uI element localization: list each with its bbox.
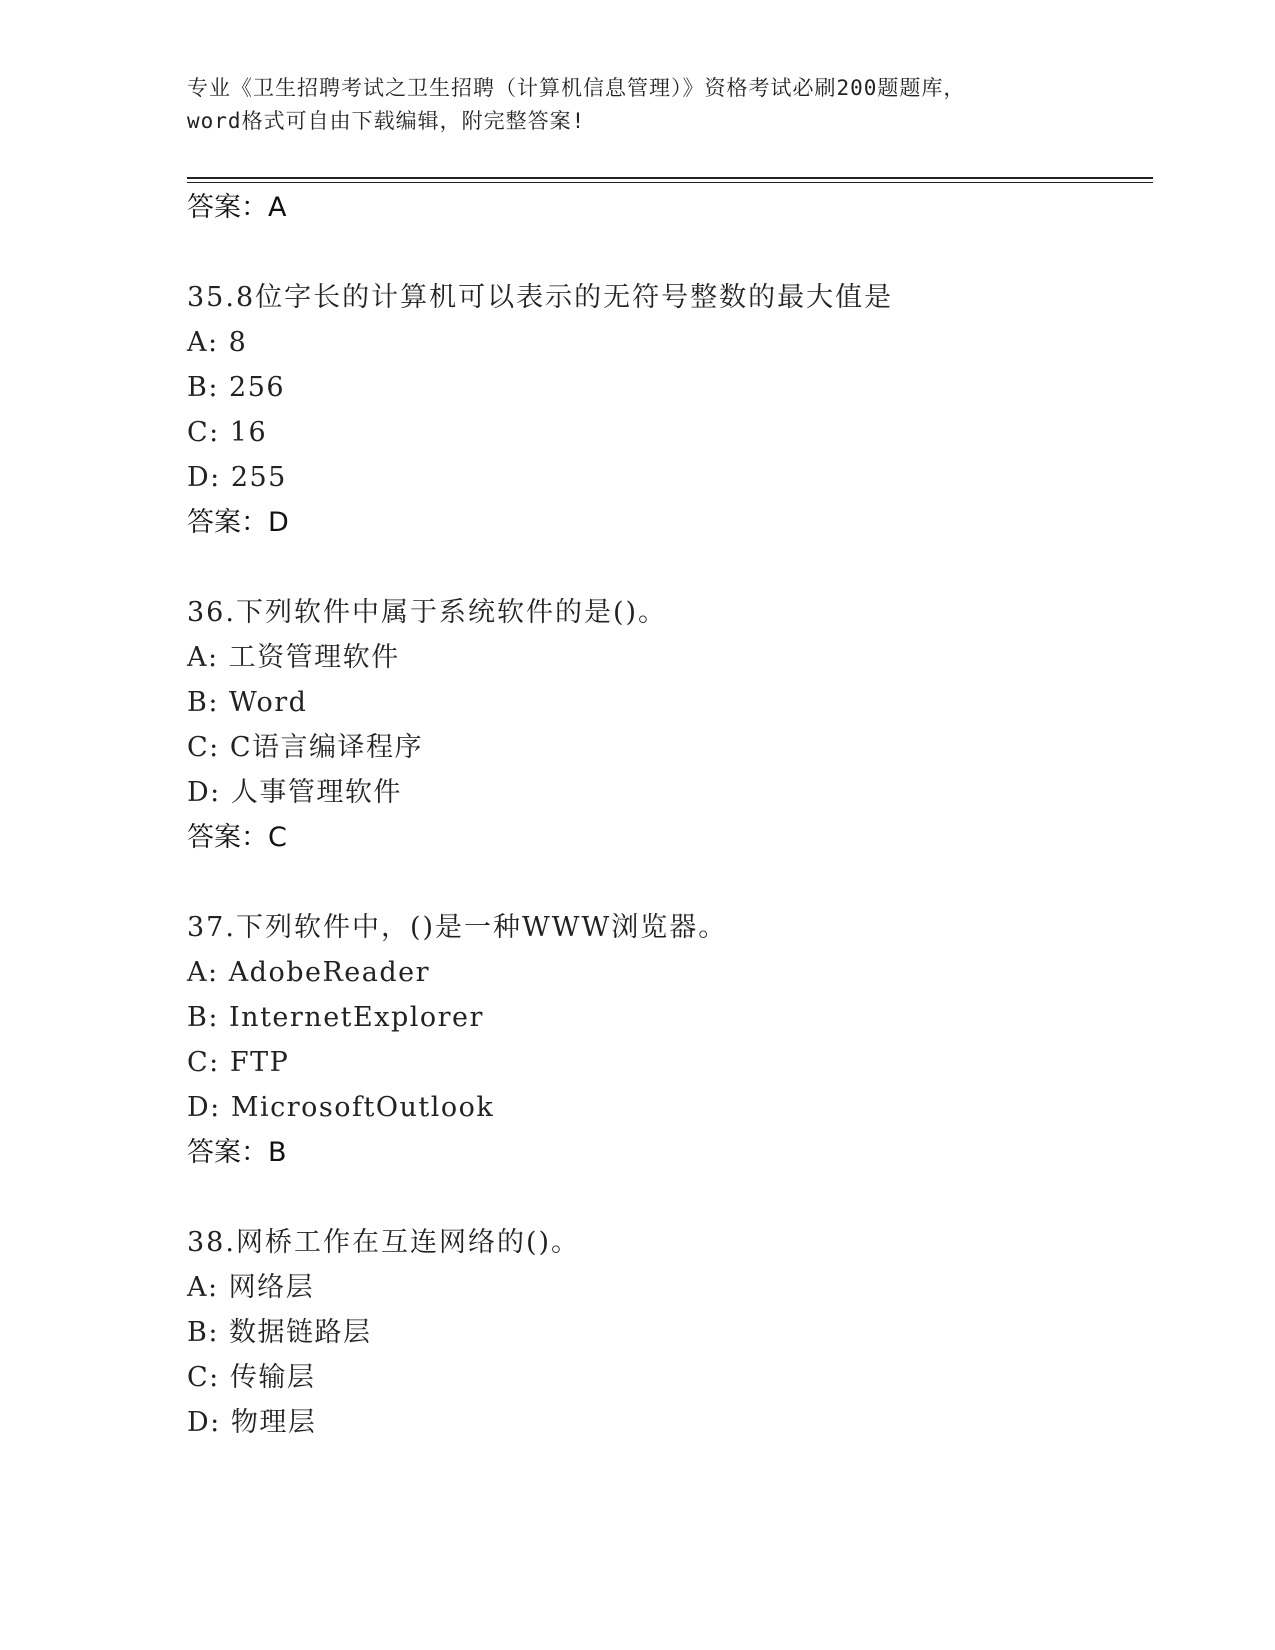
question-38-option-a: A: 网络层: [187, 1272, 315, 1303]
question-36-option-c: C: C语言编译程序: [187, 732, 423, 763]
question-35-option-d: D: 255: [187, 462, 287, 493]
question-38-option-b: B: 数据链路层: [187, 1317, 372, 1348]
question-35-answer: 答案：D: [187, 507, 289, 538]
question-36-option-d: D: 人事管理软件: [187, 777, 402, 808]
question-37-stem: 37.下列软件中，()是一种WWW浏览器。: [187, 912, 728, 943]
question-37-option-b: B: InternetExplorer: [187, 1002, 484, 1033]
question-35-stem: 35.8位字长的计算机可以表示的无符号整数的最大值是: [187, 282, 894, 313]
header-line-2: word格式可自由下载编辑，附完整答案!: [187, 109, 586, 133]
header-line-1: 专业《卫生招聘考试之卫生招聘（计算机信息管理）》资格考试必刷200题题库，: [187, 76, 966, 100]
question-36-answer: 答案：C: [187, 822, 287, 853]
question-35-option-c: C: 16: [187, 417, 268, 448]
header-divider: [187, 177, 1153, 179]
previous-answer: 答案：A: [187, 192, 287, 223]
question-37-option-c: C: FTP: [187, 1047, 290, 1078]
header-divider-thin: [187, 182, 1153, 183]
document-header: [187, 72, 1087, 138]
question-37-option-a: A: AdobeReader: [187, 957, 431, 988]
question-36-option-a: A: 工资管理软件: [187, 642, 400, 673]
question-35-option-a: A: 8: [187, 327, 248, 358]
question-37-answer: 答案：B: [187, 1137, 287, 1168]
question-36-stem: 36.下列软件中属于系统软件的是()。: [187, 597, 668, 628]
question-38-stem: 38.网桥工作在互连网络的()。: [187, 1227, 581, 1258]
question-38-option-d: D: 物理层: [187, 1407, 317, 1438]
question-36-option-b: B: Word: [187, 687, 308, 718]
question-35-option-b: B: 256: [187, 372, 286, 403]
question-38-option-c: C: 传输层: [187, 1362, 316, 1393]
question-37-option-d: D: MicrosoftOutlook: [187, 1092, 495, 1123]
